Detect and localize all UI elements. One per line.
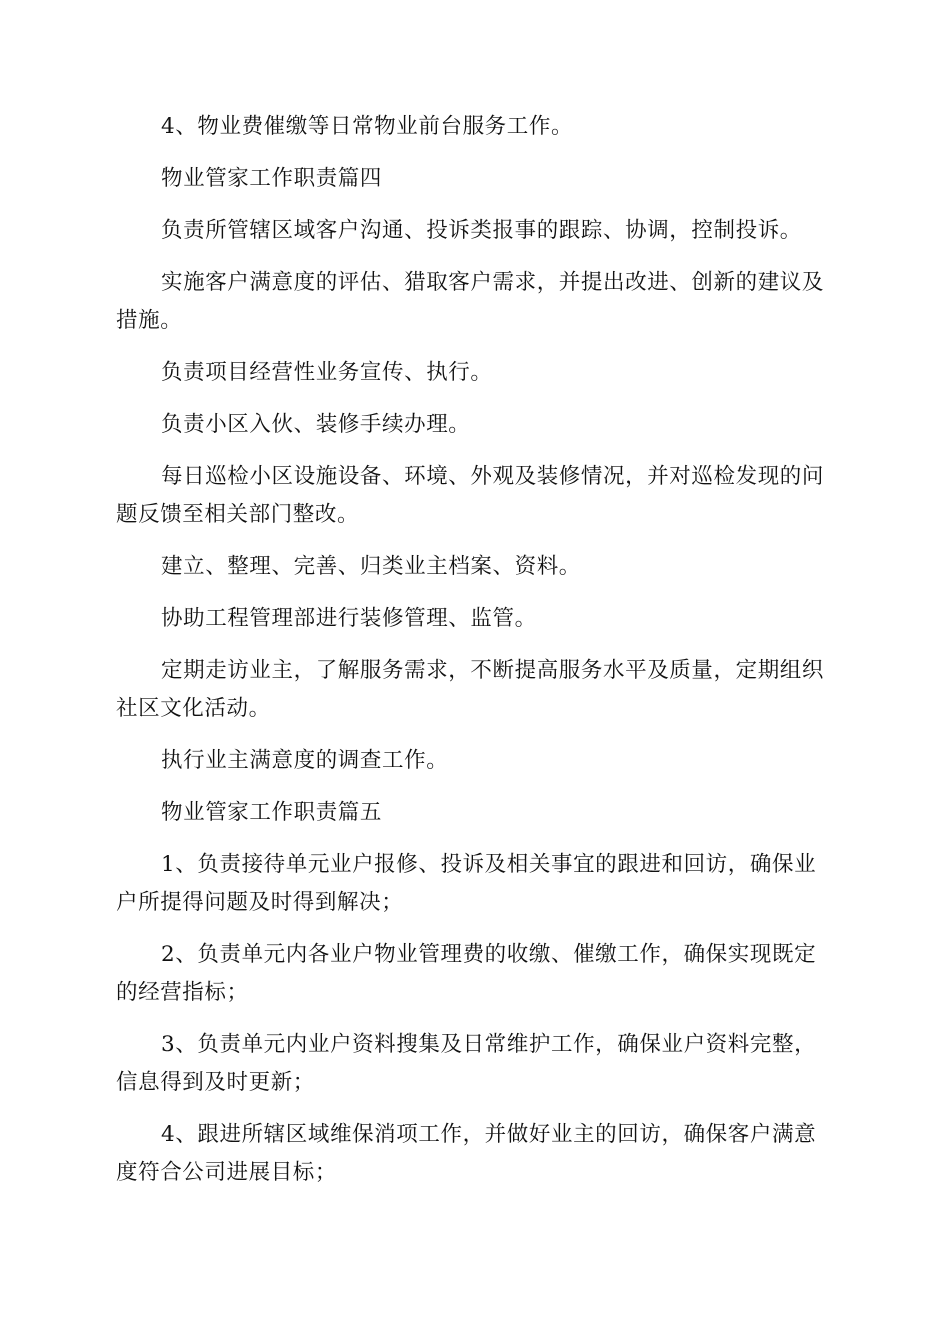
- paragraph: 1、负责接待单元业户报修、投诉及相关事宜的跟进和回访，确保业户所提得问题及时得到解决；: [116, 852, 817, 915]
- paragraph: 3、负责单元内业户资料搜集及日常维护工作，确保业户资料完整，信息得到及时更新；: [116, 1032, 817, 1095]
- paragraph: 4、跟进所辖区域维保消项工作，并做好业主的回访，确保客户满意度符合公司进展目标；: [116, 1122, 817, 1185]
- paragraph: 建立、整理、完善、归类业主档案、资料。: [161, 554, 581, 579]
- section-heading: 物业管家工作职责篇四: [161, 166, 383, 191]
- paragraph: 负责小区入伙、装修手续办理。: [161, 412, 471, 437]
- section-heading: 物业管家工作职责篇五: [161, 800, 383, 825]
- paragraph: 4、物业费催缴等日常物业前台服务工作。: [161, 114, 574, 139]
- paragraph: 负责项目经营性业务宣传、执行。: [161, 360, 493, 385]
- paragraph: 实施客户满意度的评估、猎取客户需求，并提出改进、创新的建议及措施。: [116, 270, 825, 333]
- document-body: [116, 108, 836, 1206]
- paragraph: 协助工程管理部进行装修管理、监管。: [161, 606, 537, 631]
- paragraph: 2、负责单元内各业户物业管理费的收缴、催缴工作，确保实现既定的经营指标；: [116, 942, 817, 1005]
- paragraph: 定期走访业主，了解服务需求，不断提高服务水平及质量，定期组织社区文化活动。: [116, 658, 825, 721]
- paragraph: 执行业主满意度的调查工作。: [161, 748, 449, 773]
- paragraph: 每日巡检小区设施设备、环境、外观及装修情况，并对巡检发现的问题反馈至相关部门整改。: [116, 464, 825, 527]
- paragraph: 负责所管辖区域客户沟通、投诉类报事的跟踪、协调，控制投诉。: [161, 218, 802, 243]
